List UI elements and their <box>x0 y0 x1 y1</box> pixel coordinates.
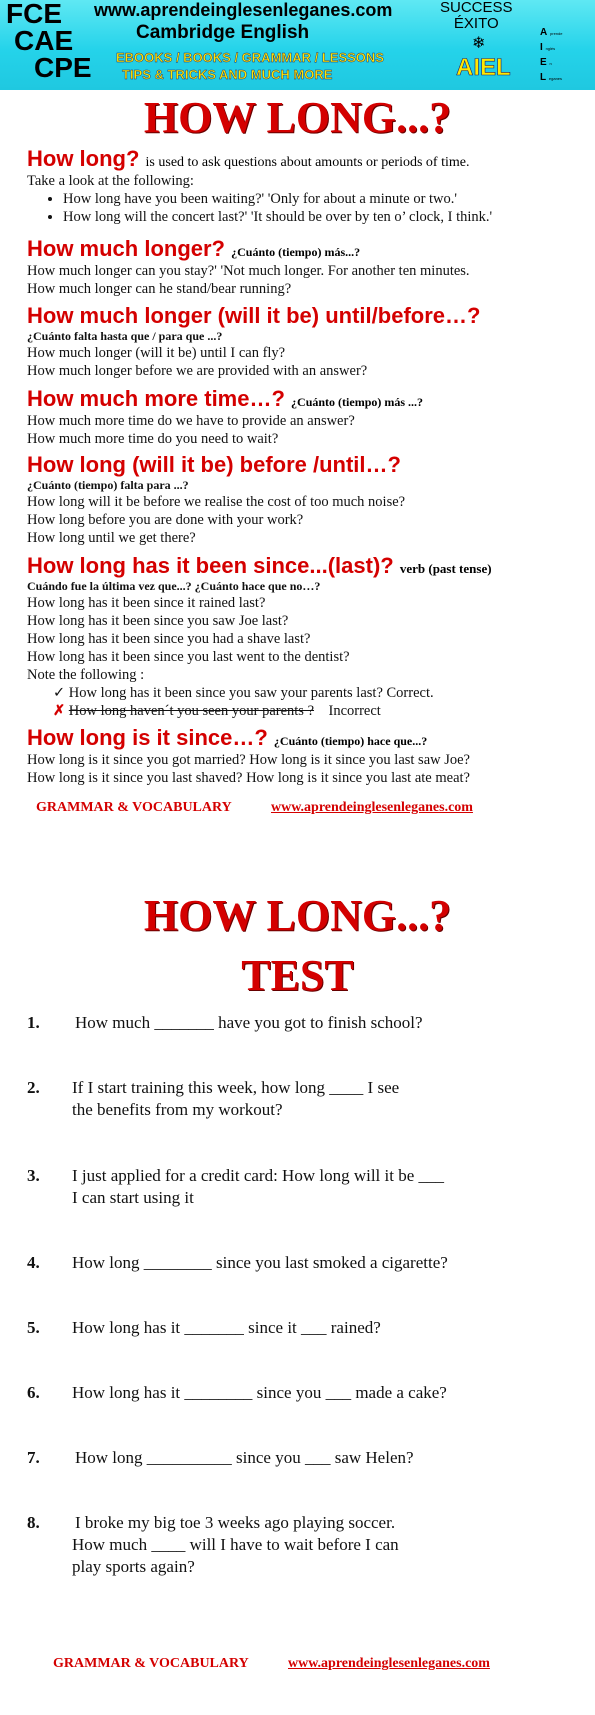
banner-success <box>440 0 513 32</box>
header-banner <box>0 0 595 90</box>
question-line: How long __________ since you ___ saw Helen? <box>75 1448 414 1467</box>
question-text <box>72 1382 572 1404</box>
question-text <box>72 1165 572 1209</box>
example-list <box>27 190 587 226</box>
snowflake-icon: ❄ <box>472 35 486 52</box>
incorrect-sentence: How long haven´t you seen your parents ? <box>68 703 315 719</box>
example-line: How long is it since you last shaved? How long is it since you last ate meat? <box>27 770 470 786</box>
acronym-row: I nglés <box>540 42 556 53</box>
footer-link[interactable]: www.aprendeinglesenleganes.com <box>288 1656 490 1671</box>
question-number: 6. <box>27 1383 40 1402</box>
question-number: 5. <box>27 1318 40 1337</box>
exam-cae: CAE <box>14 25 74 56</box>
question-line: the benefits from my workout? <box>72 1100 283 1119</box>
section-how-much-more-time <box>27 386 587 448</box>
footer-link[interactable]: www.aprendeinglesenleganes.com <box>271 800 473 815</box>
spanish-translation: ¿Cuánto (tiempo) más...? <box>231 245 361 259</box>
banner-tagline-2: TIPS & TRICKS AND MUCH MORE <box>122 67 333 82</box>
example-line: How much longer can he stand/bear running? <box>27 281 292 297</box>
section-how-long-is-it-since <box>27 725 587 787</box>
question-line: I can start using it <box>72 1188 194 1207</box>
spanish-translation: ¿Cuánto (tiempo) falta para ...? <box>27 478 189 492</box>
question-line: How long has it _______ since it ___ rained? <box>72 1318 381 1337</box>
intro-text: Take a look at the following: <box>27 173 194 189</box>
example-line: How long will it be before we realise the cost of too much noise? <box>27 494 406 510</box>
success-text: SUCCESS <box>440 0 513 16</box>
correct-example: ✓ How long has it been since you saw your parents last? Correct. <box>53 685 434 701</box>
question-text <box>75 1012 575 1034</box>
footer-label: GRAMMAR & VOCABULARY <box>36 800 232 815</box>
acronym-row: A prende <box>540 27 563 38</box>
acronym-row: L eganes <box>540 72 563 83</box>
section-heading: How much more time…? ¿Cuánto (tiempo) más ...? <box>27 386 424 411</box>
banner-tagline-1: EBOOKS / BOOKS / GRAMMAR / LESSONS <box>116 50 384 65</box>
section-heading: How long is it since…? ¿Cuánto (tiempo) hace que...? <box>27 725 428 750</box>
section-heading: How long (will it be) before /until…? <box>27 452 401 477</box>
example-line: How long has it been since it rained last? <box>27 595 266 611</box>
incorrect-example <box>27 702 587 720</box>
example-line: How much longer can you stay?' 'Not much longer. For another ten minutes. <box>27 263 470 279</box>
aiel-acronym <box>540 26 562 86</box>
question-number: 8. <box>27 1513 40 1532</box>
section-heading: How much longer? ¿Cuánto (tiempo) más...? <box>27 236 361 261</box>
section-how-long <box>27 146 587 226</box>
spanish-translation: Cuándo fue la última vez que...? ¿Cuánto hace que no…? <box>27 579 321 593</box>
footer-label: GRAMMAR & VOCABULARY <box>53 1656 249 1671</box>
question-number: 2. <box>27 1078 40 1097</box>
section-how-much-longer <box>27 236 587 298</box>
list-item: • How long will the concert last?' 'It should be over by ten o’ clock, I think.' <box>63 208 587 226</box>
checkmark-icon: ✓ <box>53 685 66 701</box>
banner-url[interactable]: www.aprendeinglesenleganes.com <box>94 0 393 20</box>
example-line: How long has it been since you had a shave last? <box>27 631 311 647</box>
question-line: I broke my big toe 3 weeks ago playing soccer. <box>75 1513 396 1532</box>
section-how-long-before <box>27 452 587 547</box>
question-text <box>72 1317 572 1339</box>
test-title: HOW LONG...? <box>143 891 452 940</box>
example-line: How much longer (will it be) until I can fly? <box>27 345 286 361</box>
question-text <box>75 1447 575 1469</box>
incorrect-label: Incorrect <box>328 703 381 719</box>
section-heading: How much longer (will it be) until/before…? <box>27 303 481 328</box>
question-number: 7. <box>27 1448 40 1467</box>
example-line: How long before you are done with your work? <box>27 512 304 528</box>
example-line: How long until we get there? <box>27 530 196 546</box>
example-line: How much longer before we are provided with an answer? <box>27 363 368 379</box>
section-how-long-since-last <box>27 553 587 720</box>
exam-fce: FCE <box>6 0 62 29</box>
question-line: If I start training this week, how long ____ I see <box>72 1078 400 1097</box>
banner-cambridge: Cambridge English <box>136 22 310 43</box>
question-line: I just applied for a credit card: How long will it be ___ <box>72 1166 445 1185</box>
heading-tail: is used to ask questions about amounts or periods of time. <box>145 155 470 170</box>
example-line: How long is it since you got married? How long is it since you last saw Joe? <box>27 752 470 768</box>
question-line: play sports again? <box>72 1557 195 1576</box>
spanish-translation: ¿Cuánto falta hasta que / para que ...? <box>27 329 223 343</box>
grammar-note: verb (past tense) <box>399 561 492 576</box>
spanish-translation: ¿Cuánto (tiempo) más ...? <box>291 395 424 409</box>
example-line: How long has it been since you last went to the dentist? <box>27 649 350 665</box>
question-number: 3. <box>27 1166 40 1185</box>
spanish-translation: ¿Cuánto (tiempo) hace que...? <box>273 734 428 748</box>
question-text <box>72 1252 572 1274</box>
page-title: HOW LONG...? <box>143 93 452 142</box>
section-heading: How long has it been since...(last)? verb (past tense) <box>27 553 492 578</box>
aiel-logo: AIEL <box>456 54 511 81</box>
question-line: How much _______ have you got to finish school? <box>75 1013 423 1032</box>
question-line: How much ____ will I have to wait before I can <box>72 1535 399 1554</box>
acronym-row: E n <box>540 57 552 68</box>
question-number: 1. <box>27 1013 40 1032</box>
section-heading: How long? is used to ask questions about amounts or periods of time. <box>27 146 470 171</box>
exito-text: ÉXITO <box>453 15 499 32</box>
example-line: How long has it been since you saw Joe last? <box>27 613 289 629</box>
exam-cpe: CPE <box>34 52 92 83</box>
exam-list <box>6 0 92 83</box>
question-line: How long has it ________ since you ___ made a cake? <box>72 1383 447 1402</box>
example-line: How much more time do you need to wait? <box>27 431 279 447</box>
question-number: 4. <box>27 1253 40 1272</box>
question-text <box>72 1512 572 1578</box>
list-item: • How long have you been waiting?' 'Only for about a minute or two.' <box>63 190 587 208</box>
example-line: How much more time do we have to provide an answer? <box>27 413 355 429</box>
question-text <box>72 1077 572 1121</box>
test-subtitle: TEST <box>241 951 354 1000</box>
question-line: How long ________ since you last smoked a cigarette? <box>72 1253 448 1272</box>
section-how-much-longer-until <box>27 303 587 380</box>
cross-icon: ✗ <box>53 703 66 719</box>
note-label: Note the following : <box>27 667 145 683</box>
